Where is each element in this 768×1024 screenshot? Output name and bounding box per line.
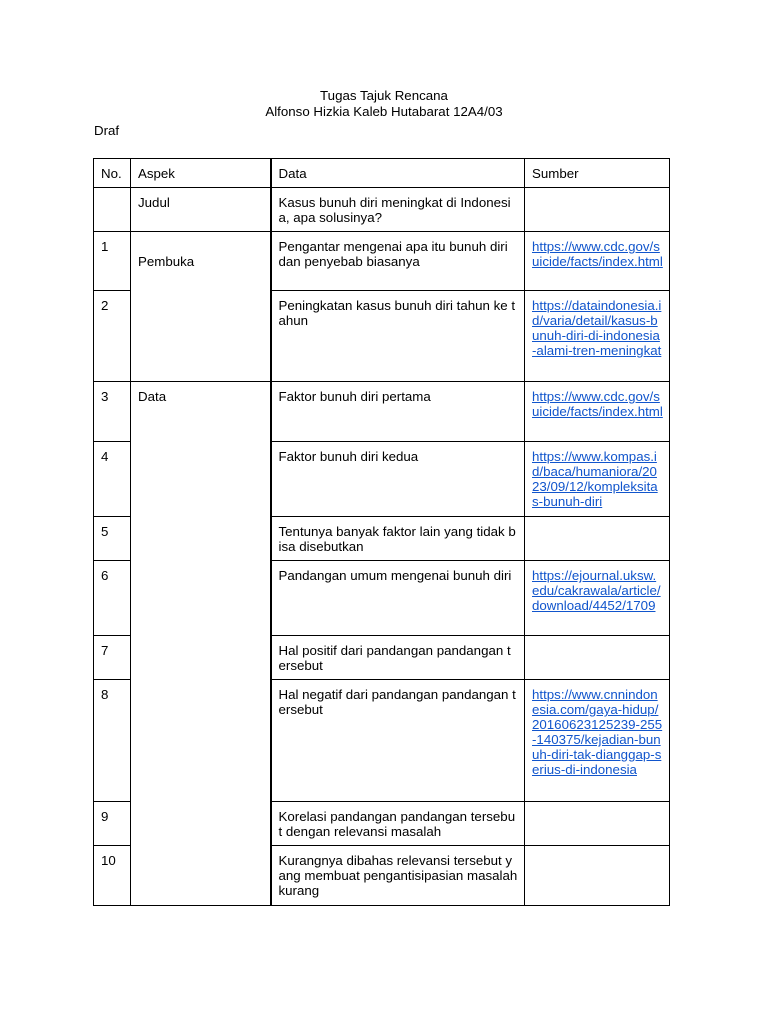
table-row [94,291,670,382]
row-no: 9 [94,802,131,846]
table-row [94,636,670,680]
row-sumber [525,636,670,680]
header-sumber: Sumber [525,159,670,188]
row-no: 2 [94,291,131,382]
row-aspek [131,636,271,680]
table-row [94,382,670,442]
row-no: 6 [94,561,131,636]
row-sumber [525,517,670,561]
row-sumber [525,232,670,291]
aspek-label: Pembuka [138,254,195,269]
document-author: Alfonso Hizkia Kaleb Hutabarat 12A4/03 [265,104,503,119]
table-header-row [94,159,670,188]
table-row [94,188,670,232]
header-data: Data [271,159,525,188]
row-sumber [525,561,670,636]
row-sumber [525,291,670,382]
row-aspek [131,517,271,561]
source-link[interactable]: https://dataindonesia.id/varia/detail/kasus-bunuh-diri-di-indonesia-alami-tren-meningkat [532,298,662,358]
document-label: Draf [94,123,120,138]
row-aspek: Data [131,382,271,442]
row-aspek [131,442,271,517]
row-aspek: Judul [131,188,271,232]
row-data: Faktor bunuh diri kedua [271,442,525,517]
row-data: Pandangan umum mengenai bunuh diri [271,561,525,636]
source-link[interactable]: https://www.cdc.gov/suicide/facts/index.html [532,389,663,419]
row-data: Pengantar mengenai apa itu bunuh diri dan penyebab biasanya [271,232,525,291]
table-row [94,802,670,846]
table-row [94,232,670,291]
row-no: 3 [94,382,131,442]
source-link[interactable]: https://www.cnnindonesia.com/gaya-hidup/20160623125239-255-140375/kejadian-bunuh-diri-tak-dianggap-serius-di-indonesia [532,687,663,777]
table-row [94,442,670,517]
source-link[interactable]: https://www.kompas.id/baca/humaniora/2023/09/12/kompleksitas-bunuh-diri [532,449,658,509]
row-aspek [131,680,271,802]
row-aspek [131,846,271,906]
row-no: 5 [94,517,131,561]
row-aspek [131,802,271,846]
row-data: Kasus bunuh diri meningkat di Indonesia, apa solusinya? [271,188,525,232]
row-sumber [525,846,670,906]
table-row [94,517,670,561]
row-data: Kurangnya dibahas relevansi tersebut yang membuat pengantisipasian masalah kurang [271,846,525,906]
outline-table [93,158,670,906]
source-link[interactable]: https://ejournal.uksw.edu/cakrawala/article/download/4452/1709 [532,568,661,613]
row-data: Faktor bunuh diri pertama [271,382,525,442]
row-aspek [131,232,271,291]
row-sumber [525,442,670,517]
row-no: 8 [94,680,131,802]
row-sumber [525,680,670,802]
row-no: 10 [94,846,131,906]
row-data: Peningkatan kasus bunuh diri tahun ke tahun [271,291,525,382]
row-data: Hal positif dari pandangan pandangan tersebut [271,636,525,680]
row-aspek [131,291,271,382]
row-data: Korelasi pandangan pandangan tersebut dengan relevansi masalah [271,802,525,846]
header-aspek: Aspek [131,159,271,188]
row-no: 4 [94,442,131,517]
row-data: Tentunya banyak faktor lain yang tidak bisa disebutkan [271,517,525,561]
row-aspek [131,561,271,636]
header-no: No. [94,159,131,188]
row-sumber [525,382,670,442]
table-row [94,561,670,636]
row-no: 1 [94,232,131,291]
row-data: Hal negatif dari pandangan pandangan tersebut [271,680,525,802]
row-no: 7 [94,636,131,680]
row-no [94,188,131,232]
table-row [94,846,670,906]
document-title: Tugas Tajuk Rencana [320,88,448,103]
source-link[interactable]: https://www.cdc.gov/suicide/facts/index.html [532,239,663,269]
table-row [94,680,670,802]
row-sumber [525,802,670,846]
row-sumber [525,188,670,232]
